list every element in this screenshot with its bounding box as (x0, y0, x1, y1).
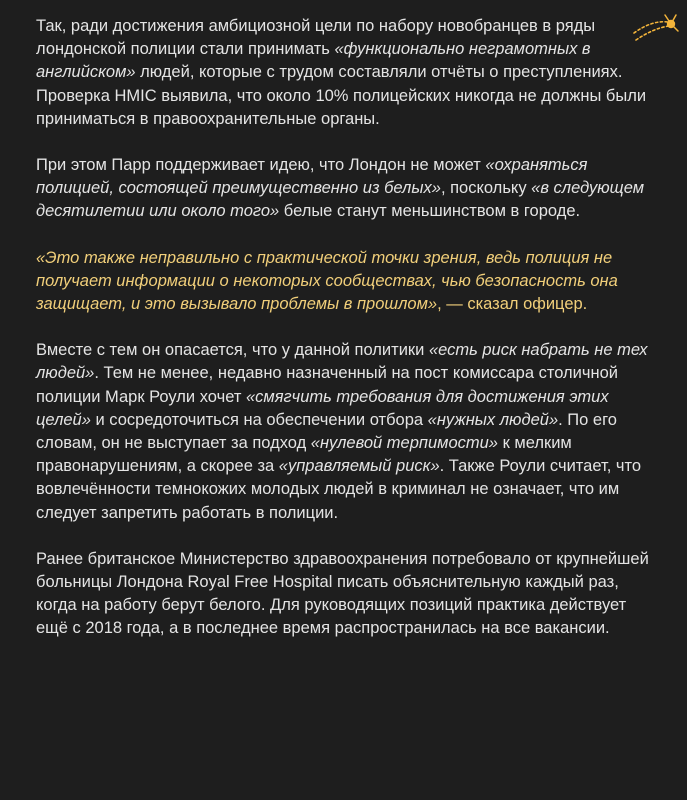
paragraph-4 (36, 339, 651, 525)
satellite-icon (630, 12, 680, 48)
paragraph-4-quote-2: «смягчить требования для достижения этих целей» (36, 387, 609, 429)
paragraph-1-text-2: людей, которые с трудом составляли отчёты о преступлениях. Проверка HMIC выявила, что около 10% полицейских никогда не должны были приниматься в правоохранительные органы. (36, 63, 647, 128)
paragraph-1-text-1: Так, ради достижения амбициозной цели по набору новобранцев в ряды лондонской полиции стали принимать (36, 17, 596, 59)
paragraph-2-text-1: При этом Парр поддерживает идею, что Лондон не может (36, 156, 486, 175)
paragraph-4-text-1: Вместе с тем он опасается, что у данной политики (36, 341, 429, 360)
paragraph-4-text-3: и сосредоточиться на обеспечении отбора (90, 410, 428, 429)
paragraph-2-text-2: , поскольку (440, 179, 532, 198)
paragraph-1-quote-1: «функционально неграмотных в английском» (36, 40, 591, 82)
paragraph-2-quote-1: «охраняться полицией, состоящей преимущественно из белых» (36, 156, 588, 198)
paragraph-3-quote (36, 247, 651, 317)
paragraph-4-text-2: . Тем не менее, недавно назначенный на пост комиссара столичной полиции Марк Роули хочет (36, 364, 618, 406)
paragraph-5-text-1: Ранее британское Министерство здравоохранения потребовало от крупнейшей больницы Лондона Royal Free Hospital писать объяснительную каждый раз, когда на работу берут белого. Для руководящих позиций практика действует ещё с 2018 года, а в последнее время распространилась на все вакансии. (36, 549, 649, 638)
paragraph-4-quote-1: «есть риск набрать не тех людей» (36, 341, 648, 383)
paragraph-2-text-3: белые станут меньшинством в городе. (279, 202, 581, 221)
paragraph-2 (36, 154, 651, 224)
paragraph-4-text-6: . Также Роули считает, что вовлечённости темнокожих молодых людей в криминал не означает, что им следует запретить работать в полиции. (36, 457, 642, 522)
paragraph-3-text-1: , — сказал офицер. (437, 295, 588, 314)
article-body (36, 15, 651, 664)
paragraph-4-text-4: . По его словам, он не выступает за подход (36, 410, 617, 453)
paragraph-4-text-5: к мелким правонарушениям, а скорее за (36, 434, 572, 476)
paragraph-4-quote-3: «нужных людей» (427, 410, 559, 429)
paragraph-4-quote-5: «управляемый риск» (278, 457, 440, 476)
paragraph-3-quote-1: «Это также неправильно с практической точки зрения, ведь полиция не получает информации о некоторых сообществах, чью безопасность она защищает, и это вызывало проблемы в прошлом» (36, 248, 618, 314)
paragraph-5 (36, 548, 651, 641)
paragraph-2-quote-2: «в следующем десятилетии или около того» (36, 179, 645, 221)
paragraph-1 (36, 15, 651, 131)
paragraph-4-quote-4: «нулевой терпимости» (310, 434, 498, 453)
